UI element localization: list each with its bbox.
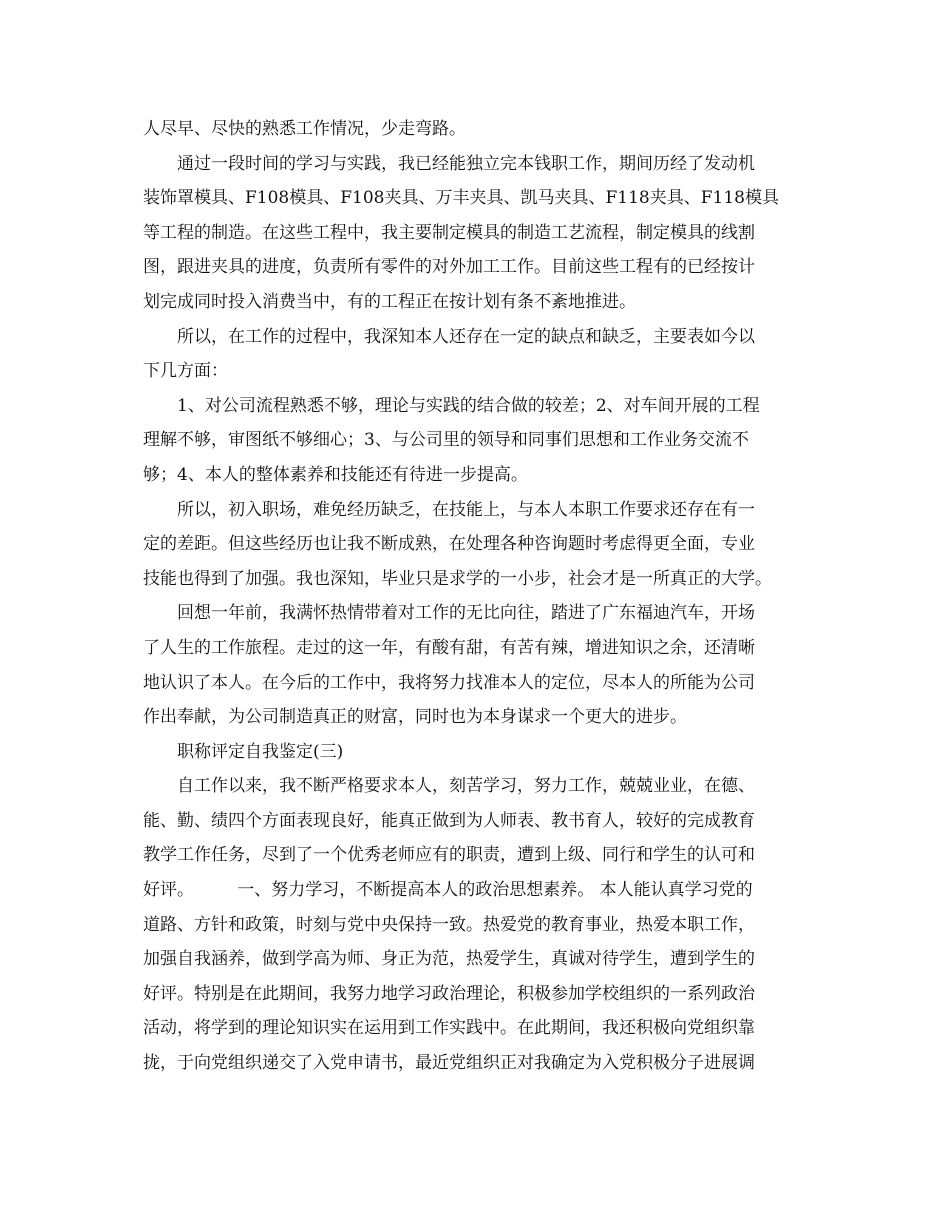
text-line: 理解不够，审图纸不够细心；3、与公司里的领导和同事们思想和工作业务交流不	[143, 430, 749, 451]
text-line: 划完成同时投入消费当中，有的工程正在按计划有条不紊地推进。	[143, 291, 636, 312]
text-line: 图，跟进夹具的进度，负责所有零件的对外加工工作。目前这些工程有的已经按计	[143, 257, 755, 278]
text-line: 拢，于向党组织递交了入党申请书，最近党组织正对我确定为入党积极分子进展调	[143, 1053, 755, 1074]
body-text	[143, 112, 827, 1081]
text-line: 道路、方针和政策，时刻与党中央保持一致。热爱党的教育事业，热爱本职工作，	[143, 914, 755, 935]
text-line: 所以，初入职场，难免经历缺乏，在技能上，与本人本职工作要求还存在有一	[177, 499, 755, 520]
text-line: 好评。特别是在此期间，我努力地学习政治理论，积极参加学校组织的一系列政治	[143, 983, 755, 1004]
text-line: 地认识了本人。在今后的工作中，我将努力找准本人的定位，尽本人的所能为公司	[143, 672, 755, 693]
text-line: 了人生的工作旅程。走过的这一年，有酸有甜，有苦有辣，增进知识之余，还清晰	[143, 637, 755, 658]
text-line: 所以，在工作的过程中，我深知本人还存在一定的缺点和缺乏，主要表如今以	[177, 326, 755, 347]
text-line: 自工作以来，我不断严格要求本人，刻苦学习，努力工作，兢兢业业，在德、	[177, 776, 755, 797]
text-line: 下几方面：	[143, 361, 228, 382]
text-line: 活动，将学到的理论知识实在运用到工作实践中。在此期间，我还积极向党组织靠	[143, 1018, 755, 1039]
text-line: 作出奉献，为公司制造真正的财富，同时也为本身谋求一个更大的进步。	[143, 707, 687, 728]
text-line: 回想一年前，我满怀热情带着对工作的无比向往，踏进了广东福迪汽车，开场	[177, 603, 755, 624]
text-line: 技能也得到了加强。我也深知，毕业只是求学的一小步，社会才是一所真正的大学。	[143, 568, 772, 589]
text-line: 定的差距。但这些经历也让我不断成熟，在处理各种咨询题时考虑得更全面，专业	[143, 534, 755, 555]
text-line: 加强自我涵养，做到学高为师、身正为范，热爱学生，真诚对待学生，遭到学生的	[143, 949, 755, 970]
text-line: 教学工作任务，尽到了一个优秀老师应有的职责，遭到上级、同行和学生的认可和	[143, 845, 755, 866]
section-heading: 职称评定自我鉴定(三)	[177, 741, 344, 762]
text-line: 人尽早、尽快的熟悉工作情况，少走弯路。	[143, 119, 466, 139]
text-line: 好评。 一、努力学习，不断提高本人的政治思想素养。 本人能认真学习党的	[143, 880, 753, 901]
text-line: 够；4、本人的整体素养和技能还有待进一步提高。	[143, 464, 528, 485]
text-line: 能、勤、绩四个方面表现良好，能真正做到为人师表、教书育人，较好的完成教育	[143, 810, 755, 831]
text-line: 装饰罩模具、F108模具、F108夹具、万丰夹具、凯马夹具、F118夹具、F118模具	[143, 188, 779, 209]
text-line: 等工程的制造。在这些工程中，我主要制定模具的制造工艺流程，制定模具的线割	[143, 222, 755, 243]
text-line: 通过一段时间的学习与实践，我已经能独立完本钱职工作，期间历经了发动机	[177, 153, 755, 174]
text-line: 1、对公司流程熟悉不够，理论与实践的结合做的较差；2、对车间开展的工程	[177, 395, 760, 416]
